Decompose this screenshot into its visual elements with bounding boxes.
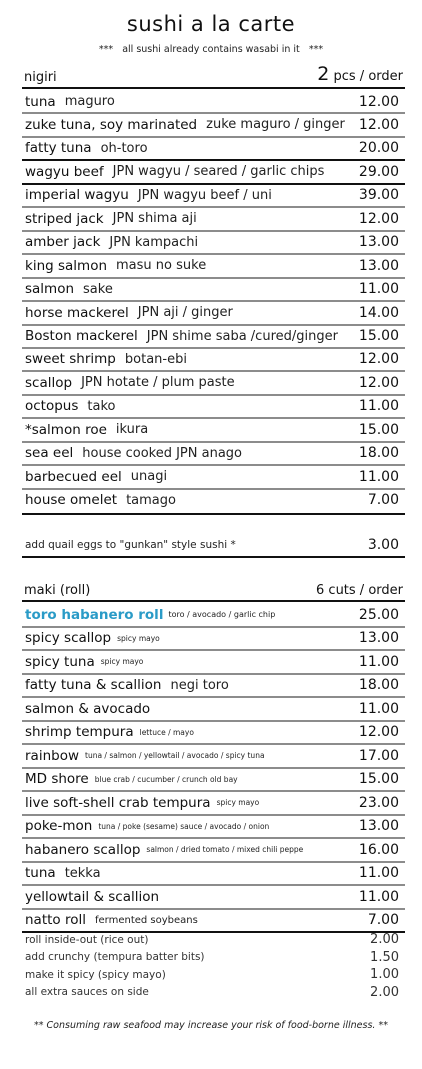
- maki-count: 6 cuts / order: [316, 583, 403, 598]
- item-price: 12.00: [358, 210, 399, 227]
- item-name: tuna: [25, 865, 56, 881]
- nigiri-item: [22, 137, 405, 160]
- nigiri-item: [22, 90, 405, 113]
- extra-price: 2.00: [370, 984, 399, 1000]
- item-name: MD shore: [25, 771, 89, 787]
- addon-name: add quail eggs to "gunkan" style sushi *: [25, 538, 236, 551]
- item-desc: tuna / poke (sesame) sauce / avocado / onion: [98, 821, 270, 831]
- item-desc: spicy mayo: [216, 798, 260, 807]
- nigiri-item: [22, 184, 405, 207]
- nigiri-item: [22, 325, 405, 348]
- maki-item: [22, 603, 405, 626]
- item-price: 39.00: [358, 187, 399, 204]
- item-price: 23.00: [358, 794, 399, 811]
- item-desc: sake: [83, 281, 113, 297]
- maki-item: [22, 721, 405, 744]
- maki-extra-item: [22, 950, 405, 965]
- nigiri-count-unit: pcs / order: [329, 69, 403, 84]
- item-price: 13.00: [358, 257, 399, 274]
- item-name: imperial wagyu: [25, 187, 129, 204]
- item-desc: house cooked JPN anago: [82, 445, 243, 461]
- item-name: yellowtail & scallion: [25, 888, 160, 905]
- item-name: octopus: [25, 398, 79, 415]
- item-price: 12.00: [358, 116, 399, 133]
- item-price: 12.00: [358, 724, 399, 740]
- maki-item: [22, 791, 405, 814]
- extra-price: 1.50: [370, 949, 399, 965]
- item-desc: JPN wagyu / seared / garlic chips: [112, 164, 325, 180]
- item-price: 16.00: [358, 841, 399, 858]
- menu-title: sushi a la carte: [126, 12, 296, 36]
- item-desc: oh-toro: [100, 140, 148, 156]
- nigiri-count: [317, 63, 403, 85]
- item-desc: negi toro: [170, 677, 229, 693]
- item-desc: zuke maguro / ginger: [206, 117, 345, 133]
- item-price: 13.00: [358, 630, 399, 646]
- maki-item: [22, 885, 405, 908]
- item-name: barbecued eel: [25, 468, 122, 485]
- item-price: 15.00: [358, 328, 399, 344]
- extra-price: 2.00: [370, 932, 399, 947]
- maki-item: [22, 838, 405, 861]
- item-desc: JPN wagyu beef / uni: [137, 187, 272, 203]
- nigiri-item: [22, 489, 405, 512]
- nigiri-item: [22, 160, 405, 183]
- extra-name: roll inside-out (rice out): [25, 933, 149, 946]
- item-name: toro habanero roll: [25, 606, 164, 623]
- item-price: 11.00: [358, 468, 399, 485]
- item-desc: unagi: [130, 469, 168, 485]
- item-name: habanero scallop: [25, 841, 141, 858]
- item-desc: botan-ebi: [124, 351, 187, 367]
- item-desc: JPN shima aji: [112, 211, 197, 227]
- item-name: salmon & avocado: [25, 700, 151, 717]
- item-desc: JPN aji / ginger: [137, 305, 233, 321]
- maki-top-rule: [22, 600, 405, 602]
- item-name: tuna: [25, 93, 56, 110]
- item-price: 11.00: [358, 888, 399, 905]
- item-name: Boston mackerel: [25, 328, 138, 344]
- item-name: striped jack: [25, 210, 104, 227]
- item-name: salmon: [25, 281, 75, 298]
- nigiri-item: [22, 465, 405, 488]
- nigiri-item: [22, 418, 405, 441]
- item-name: live soft-shell crab tempura: [25, 794, 211, 811]
- maki-label: maki (roll): [24, 583, 91, 598]
- item-price: 29.00: [358, 163, 399, 180]
- item-price: 18.00: [358, 445, 399, 462]
- item-desc: JPN hotate / plum paste: [81, 375, 235, 391]
- maki-item: [22, 862, 405, 885]
- raw-seafood-warning: ** Consuming raw seafood may increase your risk of food-borne illness. **: [34, 1020, 388, 1031]
- item-price: 17.00: [358, 747, 399, 764]
- item-desc: fermented soybeans: [94, 914, 198, 926]
- item-name: zuke tuna, soy marinated: [25, 116, 198, 133]
- nigiri-bottom-rule: [22, 513, 405, 515]
- extra-name: all extra sauces on side: [25, 986, 149, 998]
- addon-price: 3.00: [367, 536, 399, 553]
- maki-item: [22, 674, 405, 697]
- item-price: 11.00: [358, 865, 399, 881]
- nigiri-header: [22, 63, 405, 85]
- item-desc: maguro: [64, 94, 115, 109]
- item-price: 14.00: [358, 304, 399, 321]
- maki-item: [22, 815, 405, 838]
- item-price: 11.00: [358, 398, 399, 415]
- item-price: 15.00: [358, 771, 399, 787]
- item-name: king salmon: [25, 257, 108, 274]
- maki-item: [22, 744, 405, 767]
- maki-item: [22, 909, 405, 932]
- nigiri-item: [22, 348, 405, 371]
- quail-egg-addon: [22, 533, 405, 556]
- item-name: natto roll: [25, 912, 86, 928]
- nigiri-item: [22, 207, 405, 230]
- item-desc: tuna / salmon / yellowtail / avocado / spicy tuna: [85, 751, 265, 760]
- item-desc: tekka: [64, 865, 101, 881]
- item-desc: blue crab / cucumber / crunch old bay: [94, 774, 238, 784]
- wasabi-note: *** all sushi already contains wasabi in it ***: [98, 44, 324, 55]
- item-desc: ikura: [115, 422, 149, 438]
- maki-extra-item: [22, 932, 405, 947]
- item-price: 25.00: [358, 606, 399, 623]
- item-name: fatty tuna & scallion: [25, 677, 162, 693]
- maki-item: [22, 768, 405, 791]
- item-price: 13.00: [358, 818, 399, 834]
- item-price: 7.00: [367, 912, 399, 928]
- item-desc: toro / avocado / garlic chip: [168, 610, 276, 619]
- nigiri-item: [22, 442, 405, 465]
- item-name: sweet shrimp: [25, 351, 116, 368]
- item-name: fatty tuna: [25, 140, 92, 157]
- item-price: 11.00: [358, 653, 399, 670]
- item-desc: masu no suke: [116, 258, 207, 274]
- item-desc: tako: [87, 398, 116, 414]
- item-desc: spicy mayo: [117, 633, 160, 643]
- extra-name: add crunchy (tempura batter bits): [25, 951, 205, 963]
- maki-item: [22, 627, 405, 650]
- nigiri-count-num: 2: [317, 63, 330, 85]
- maki-extra-item: [22, 985, 405, 1000]
- item-price: 12.00: [358, 374, 399, 391]
- item-desc: JPN shime saba /cured/ginger: [146, 328, 338, 344]
- nigiri-label: nigiri: [24, 70, 57, 85]
- nigiri-item: [22, 113, 405, 136]
- item-name: wagyu beef: [25, 163, 104, 180]
- item-name: poke-mon: [25, 818, 93, 834]
- item-price: 11.00: [358, 281, 399, 298]
- item-price: 15.00: [358, 421, 399, 438]
- item-price: 13.00: [358, 234, 399, 251]
- item-name: rainbow: [25, 747, 79, 764]
- nigiri-item: [22, 254, 405, 277]
- nigiri-item: [22, 278, 405, 301]
- nigiri-item: [22, 231, 405, 254]
- maki-header: [22, 580, 405, 598]
- maki-item: [22, 650, 405, 673]
- extra-price: 1.00: [370, 967, 399, 982]
- item-price: 11.00: [358, 700, 399, 717]
- item-price: 20.00: [358, 140, 399, 157]
- item-desc: salmon / dried tomato / mixed chili peppe: [146, 845, 304, 854]
- maki-extra-item: [22, 967, 405, 982]
- item-name: house omelet: [25, 492, 118, 509]
- maki-item: [22, 697, 405, 720]
- item-name: shrimp tempura: [25, 724, 134, 740]
- nigiri-item: [22, 371, 405, 394]
- item-name: scallop: [25, 374, 73, 391]
- item-name: amber jack: [25, 234, 101, 251]
- item-name: spicy scallop: [25, 630, 112, 646]
- item-desc: lettuce / mayo: [139, 727, 194, 737]
- nigiri-item: [22, 395, 405, 418]
- item-price: 12.00: [358, 351, 399, 368]
- item-price: 18.00: [358, 677, 399, 693]
- item-desc: spicy mayo: [100, 657, 144, 666]
- item-name: horse mackerel: [25, 304, 129, 321]
- nigiri-item: [22, 301, 405, 324]
- item-price: 12.00: [358, 93, 399, 110]
- addon-rule: [22, 556, 405, 558]
- extra-name: make it spicy (spicy mayo): [25, 968, 166, 981]
- item-desc: tamago: [126, 492, 176, 508]
- item-price: 7.00: [367, 492, 399, 509]
- item-desc: JPN kampachi: [109, 234, 199, 250]
- item-name: spicy tuna: [25, 653, 95, 670]
- item-name: *salmon roe: [25, 421, 107, 438]
- item-name: sea eel: [25, 445, 74, 462]
- nigiri-top-rule: [22, 87, 405, 89]
